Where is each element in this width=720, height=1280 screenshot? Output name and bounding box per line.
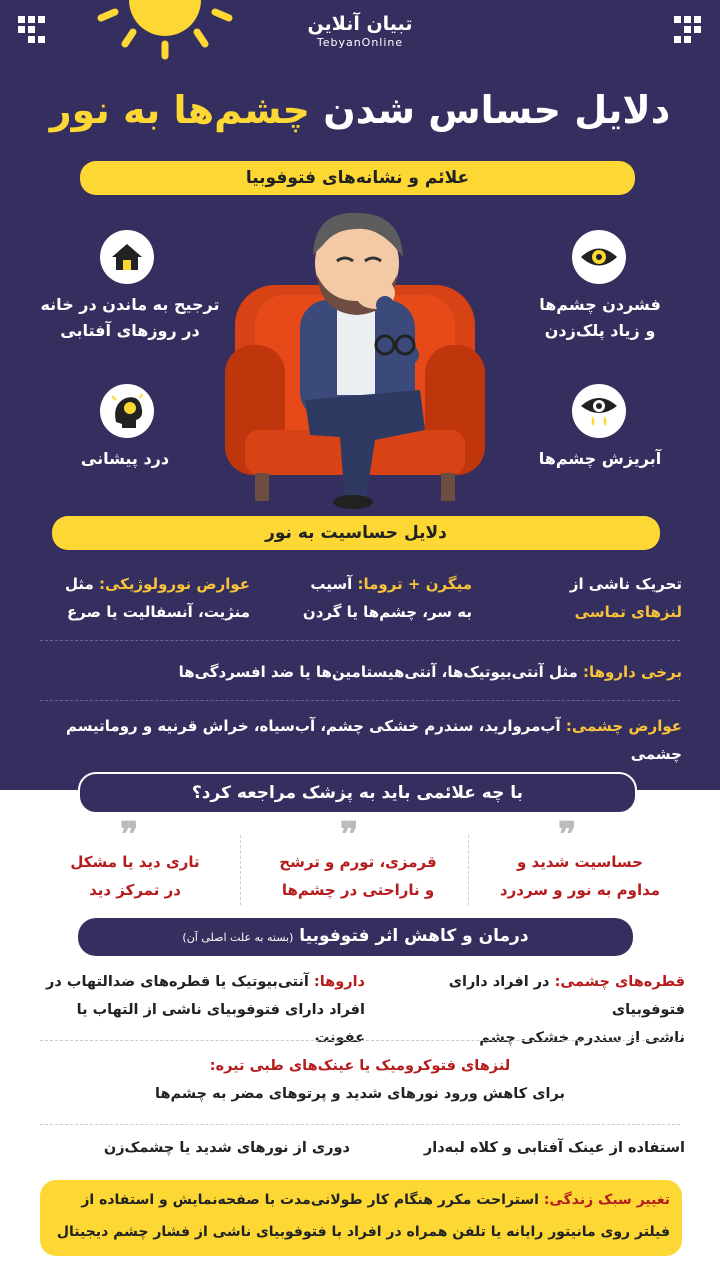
treatment-text: در افراد دارای فتوفوبیای — [448, 974, 685, 1018]
pixel-dots-icon — [18, 16, 46, 44]
sign-line: حساسیت شدید و — [517, 853, 643, 871]
reason-migraine-trauma — [272, 570, 472, 626]
reason-eye-disorders — [30, 712, 682, 768]
divider — [468, 835, 469, 905]
reason-drugs — [30, 658, 682, 686]
divider — [40, 640, 680, 641]
reason-text: مثل آنتی‌بیوتیک‌ها، آنتی‌هیستامین‌ها یا ضد افسردگی‌ها — [178, 663, 583, 681]
headache-brain-icon — [108, 392, 146, 430]
divider — [40, 1124, 680, 1125]
reason-highlight: عوارض نورولوژیکی: — [98, 575, 250, 593]
treatment-lifestyle — [50, 1184, 670, 1248]
treatment-highlight: تغییر سبک زندگی: — [543, 1192, 670, 1208]
teary-eye-icon — [579, 394, 619, 428]
logo — [290, 12, 430, 50]
treatment-highlight: داروها: — [313, 974, 365, 990]
sun-icon — [95, 0, 235, 60]
reason-text: مثل — [64, 575, 99, 593]
treatment-line: فیلتر روی مانیتور رایانه یا تلفن همراه در افراد با فتوفوبیای ناشی از فشار چشم دیجیتال — [56, 1224, 670, 1240]
symptom-forehead-pain — [50, 446, 200, 472]
reasons-header: دلایل حساسیت به نور — [52, 516, 660, 550]
treatment-text: استراحت مکرر هنگام کار طولانی‌مدت با صفحه‌نمایش و استفاده از — [81, 1192, 544, 1208]
treatment-highlight: قطره‌های چشمی: — [554, 974, 685, 990]
treatment-line: افراد دارای فتوفوبیای ناشی از التهاب یا عفونت — [76, 1002, 365, 1046]
symptom-line: و زیاد پلک‌زدن — [544, 321, 656, 340]
sign-line: قرمزی، تورم و ترشح — [279, 853, 437, 871]
divider — [240, 835, 241, 905]
reason-highlight: عوارض چشمی: — [565, 717, 682, 735]
sign-line: و ناراحتی در چشم‌ها — [281, 881, 435, 899]
treatment-header — [78, 918, 633, 956]
reason-highlight: میگرن + تروما: — [357, 575, 472, 593]
reason-neurological — [30, 570, 250, 626]
sign-line: مداوم به نور و سردرد — [499, 881, 661, 899]
lifestyle-box — [40, 1180, 682, 1256]
divider — [40, 700, 680, 701]
symptoms-header: علائم و نشانه‌های فتوفوبیا — [80, 161, 635, 195]
reason-line: منژیت، آنسفالیت یا صرع — [66, 603, 250, 621]
treatment-line: برای کاهش ورود نورهای شدید و پرتوهای مضر به چشم‌ها — [155, 1086, 565, 1102]
symptom-stay-home — [30, 292, 230, 344]
title-part2: چشم‌ها به نور — [49, 88, 310, 132]
reason-text: آب‌مروارید، سندرم خشکی چشم، آب‌سیاه، خراش قرنیه و روماتیسم چشمی — [66, 717, 682, 763]
divider — [40, 1040, 680, 1041]
treatment-sunglasses: استفاده از عینک آفتابی و کلاه لبه‌دار — [423, 1140, 685, 1156]
man-on-armchair-illustration — [225, 205, 485, 510]
reason-contact-lenses — [500, 570, 682, 626]
teary-eye-icon-badge — [572, 384, 626, 438]
symptom-squinting — [510, 292, 690, 344]
logo-latin: TebyanOnline — [316, 36, 404, 49]
treatment-highlight: لنزهای فتوکرومیک یا عینک‌های طبی تیره: — [209, 1058, 511, 1074]
doctor-sign-redness — [258, 848, 458, 904]
reason-highlight: لنزهای تماسی — [574, 603, 682, 621]
reason-line: به سر، چشم‌ها یا گردن — [302, 603, 472, 621]
symptom-line: ترجیح به ماندن در خانه — [40, 295, 220, 314]
symptom-teary-eyes — [520, 446, 680, 472]
title-part1: دلایل حساس شدن — [323, 88, 671, 132]
page-title — [20, 82, 700, 138]
sign-line: تاری دید یا مشکل — [70, 853, 200, 871]
doctor-sign-light-sensitivity — [480, 848, 680, 904]
house-icon-badge — [100, 230, 154, 284]
treatment-avoid-lights: دوری از نورهای شدید یا چشمک‌زن — [103, 1140, 350, 1156]
quote-icon: ❞ — [558, 815, 577, 855]
house-icon — [110, 242, 144, 272]
logo-name: تبیان آنلاین — [307, 13, 413, 35]
doctor-header: با چه علائمی باید به پزشک مراجعه کرد؟ — [78, 772, 637, 814]
treatment-note: (بسته به علت اصلی آن) — [182, 931, 294, 944]
pixel-dots-icon — [674, 16, 702, 44]
symptom-line: در روزهای آفتابی — [60, 321, 200, 340]
quote-icon: ❞ — [340, 815, 359, 855]
treatment-lenses — [60, 1052, 660, 1108]
quote-icon: ❞ — [120, 815, 139, 855]
treatment-text: آنتی‌بیوتیک یا قطره‌های ضدالتهاب در — [46, 974, 314, 990]
symptom-line: درد پیشانی — [80, 449, 170, 468]
eye-icon-badge — [572, 230, 626, 284]
headache-icon-badge — [100, 384, 154, 438]
doctor-sign-blurred-vision — [40, 848, 230, 904]
symptom-line: فشردن چشم‌ها — [539, 295, 661, 314]
reason-text: آسیب — [310, 575, 358, 593]
treatment-line: ناشی از سندرم خشکی چشم — [479, 1030, 685, 1046]
reason-line: تحریک ناشی از — [569, 575, 682, 593]
treatment-title: درمان و کاهش اثر فتوفوبیا — [299, 926, 529, 946]
symptom-line: آبریزش چشم‌ها — [538, 449, 662, 468]
eye-icon — [579, 244, 619, 270]
reason-highlight: برخی داروها: — [582, 663, 682, 681]
sign-line: در تمرکز دید — [89, 881, 181, 899]
